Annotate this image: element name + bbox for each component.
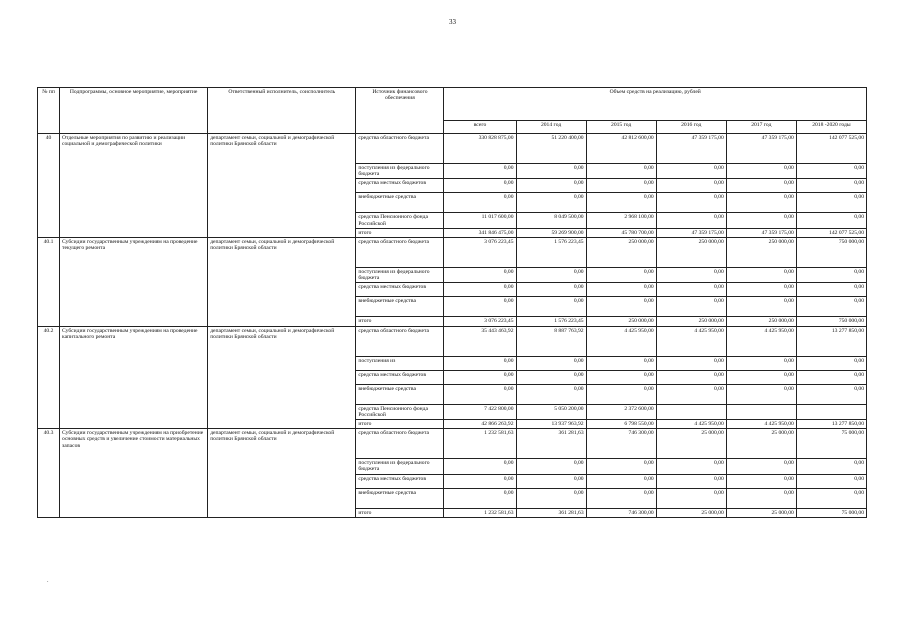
- amount-cell: 0,00: [516, 297, 586, 317]
- amount-cell: 4 425 950,00: [586, 326, 656, 356]
- amount-cell: 75 000,00: [796, 429, 866, 459]
- amount-cell: 25 000,00: [656, 429, 726, 459]
- amount-cell: 25 000,00: [726, 429, 796, 459]
- amount-cell: 0,00: [726, 164, 796, 179]
- amount-cell: [726, 404, 796, 419]
- program-name: Субсидии государственным учреждениям на проведение капитального ремонта: [60, 326, 208, 429]
- amount-cell: 0,00: [444, 356, 516, 370]
- amount-cell: 0,00: [656, 193, 726, 213]
- funding-source: средства областного бюджета: [356, 429, 444, 459]
- executor-name: департамент семьи, социальной и демографической политики Брянской области: [208, 134, 356, 238]
- amount-cell: 0,00: [516, 193, 586, 213]
- amount-cell: 0,00: [516, 268, 586, 283]
- amount-cell: 0,00: [726, 213, 796, 228]
- row-number: 40.3: [38, 429, 60, 518]
- amount-cell: 0,00: [726, 370, 796, 384]
- program-name: Субсидии государственным учреждениям на приобретение основных средств и увеличение стоимости материальных запасов: [60, 429, 208, 518]
- amount-cell: 0,00: [656, 179, 726, 193]
- amount-cell: 13 277 850,00: [796, 420, 866, 429]
- amount-cell: 0,00: [726, 356, 796, 370]
- amount-cell: 45 780 700,00: [586, 228, 656, 237]
- amount-cell: 0,00: [586, 474, 656, 488]
- amount-cell: 1 232 581,63: [444, 508, 516, 517]
- table-row: [38, 326, 867, 356]
- amount-cell: 0,00: [444, 193, 516, 213]
- amount-cell: 0,00: [656, 384, 726, 404]
- table-row: [38, 134, 867, 164]
- amount-cell: 0,00: [656, 213, 726, 228]
- funding-source: средства местных бюджетов: [356, 283, 444, 297]
- executor-name: департамент семьи, социальной и демографической политики Брянской области: [208, 326, 356, 429]
- table-row: [38, 429, 867, 459]
- amount-cell: 361 281,63: [516, 429, 586, 459]
- funding-source: средства Пенсионного фонда Российской: [356, 213, 444, 228]
- amount-cell: 0,00: [796, 193, 866, 213]
- header-volume: Объем средств на реализацию, рублей: [444, 88, 867, 121]
- amount-cell: 4 425 950,00: [726, 326, 796, 356]
- amount-cell: 0,00: [656, 356, 726, 370]
- amount-cell: 746 300,00: [586, 429, 656, 459]
- table-row: [38, 238, 867, 268]
- amount-cell: 0,00: [796, 268, 866, 283]
- funding-source: средства областного бюджета: [356, 326, 444, 356]
- amount-cell: 0,00: [444, 179, 516, 193]
- amount-cell: 0,00: [516, 384, 586, 404]
- amount-cell: 0,00: [796, 164, 866, 179]
- amount-cell: 0,00: [656, 488, 726, 508]
- amount-cell: 0,00: [586, 384, 656, 404]
- amount-cell: 0,00: [444, 459, 516, 474]
- row-number: 40.1: [38, 238, 60, 327]
- page-number: 33: [449, 18, 456, 26]
- amount-cell: 0,00: [444, 164, 516, 179]
- amount-cell: 4 425 950,00: [656, 326, 726, 356]
- amount-cell: 142 077 525,00: [796, 228, 866, 237]
- amount-cell: 0,00: [796, 213, 866, 228]
- amount-cell: 75 000,00: [796, 508, 866, 517]
- funding-source: итого: [356, 317, 444, 326]
- amount-cell: 0,00: [796, 356, 866, 370]
- amount-cell: 0,00: [586, 370, 656, 384]
- amount-cell: 47 359 175,00: [726, 134, 796, 164]
- amount-cell: 4 425 950,00: [726, 420, 796, 429]
- amount-cell: 0,00: [796, 370, 866, 384]
- amount-cell: 0,00: [516, 474, 586, 488]
- amount-cell: 0,00: [586, 179, 656, 193]
- amount-cell: 0,00: [586, 193, 656, 213]
- amount-cell: [796, 404, 866, 419]
- amount-cell: 0,00: [796, 474, 866, 488]
- amount-cell: 11 017 600,00: [444, 213, 516, 228]
- executor-name: департамент семьи, социальной и демографической политики Брянской области: [208, 238, 356, 327]
- amount-cell: 0,00: [516, 459, 586, 474]
- row-number: 40: [38, 134, 60, 238]
- funding-source: поступления из федерального бюджета: [356, 459, 444, 474]
- budget-table: [37, 87, 867, 518]
- header-executor: Ответственный исполнитель, соисполнитель: [208, 88, 356, 134]
- amount-cell: 25 000,00: [656, 508, 726, 517]
- funding-source: итого: [356, 508, 444, 517]
- header-program: Подпрограммы, основное мероприятие, мероприятие: [60, 88, 208, 134]
- amount-cell: 0,00: [796, 459, 866, 474]
- amount-cell: 0,00: [656, 474, 726, 488]
- amount-cell: 51 220 400,00: [516, 134, 586, 164]
- amount-cell: 250 000,00: [656, 317, 726, 326]
- amount-cell: 0,00: [586, 488, 656, 508]
- amount-cell: 0,00: [726, 179, 796, 193]
- amount-cell: 0,00: [656, 268, 726, 283]
- amount-cell: 0,00: [726, 474, 796, 488]
- header-year: всего: [444, 121, 516, 134]
- amount-cell: 0,00: [726, 459, 796, 474]
- amount-cell: 0,00: [656, 283, 726, 297]
- funding-source: итого: [356, 228, 444, 237]
- funding-source: средства местных бюджетов: [356, 370, 444, 384]
- funding-source: средства местных бюджетов: [356, 474, 444, 488]
- amount-cell: 0,00: [726, 297, 796, 317]
- amount-cell: 47 359 175,00: [656, 134, 726, 164]
- footer-mark: .: [47, 578, 49, 584]
- amount-cell: 25 000,00: [726, 508, 796, 517]
- amount-cell: 8 049 500,00: [516, 213, 586, 228]
- amount-cell: 0,00: [796, 297, 866, 317]
- amount-cell: 0,00: [586, 164, 656, 179]
- header-year: 2017 год: [726, 121, 796, 134]
- program-name: Отдельные мероприятия по развитию и реализации социальной и демографической политики: [60, 134, 208, 238]
- amount-cell: 42 812 600,00: [586, 134, 656, 164]
- amount-cell: 142 077 525,00: [796, 134, 866, 164]
- amount-cell: 0,00: [726, 283, 796, 297]
- funding-source: поступления из федерального бюджета: [356, 164, 444, 179]
- amount-cell: 0,00: [444, 384, 516, 404]
- amount-cell: 250 000,00: [656, 238, 726, 268]
- funding-source: средства областного бюджета: [356, 134, 444, 164]
- amount-cell: 0,00: [586, 297, 656, 317]
- funding-source: средства областного бюджета: [356, 238, 444, 268]
- funding-source: внебюджетные средства: [356, 297, 444, 317]
- amount-cell: [656, 404, 726, 419]
- amount-cell: 0,00: [656, 164, 726, 179]
- amount-cell: 35 443 463,92: [444, 326, 516, 356]
- amount-cell: 250 000,00: [726, 317, 796, 326]
- amount-cell: 0,00: [656, 370, 726, 384]
- amount-cell: 746 300,00: [586, 508, 656, 517]
- amount-cell: 1 232 581,63: [444, 429, 516, 459]
- funding-source: поступления из федерального бюджета: [356, 268, 444, 283]
- amount-cell: 0,00: [444, 488, 516, 508]
- funding-source: средства местных бюджетов: [356, 179, 444, 193]
- amount-cell: 0,00: [444, 474, 516, 488]
- amount-cell: 2 372 600,00: [586, 404, 656, 419]
- amount-cell: 0,00: [444, 283, 516, 297]
- row-number: 40.2: [38, 326, 60, 429]
- amount-cell: 0,00: [726, 268, 796, 283]
- amount-cell: 1 576 223,45: [516, 238, 586, 268]
- amount-cell: 250 000,00: [586, 317, 656, 326]
- funding-source: внебюджетные средства: [356, 193, 444, 213]
- amount-cell: 13 937 963,92: [516, 420, 586, 429]
- amount-cell: 59 269 900,00: [516, 228, 586, 237]
- amount-cell: 0,00: [586, 459, 656, 474]
- amount-cell: 2 968 100,00: [586, 213, 656, 228]
- amount-cell: 0,00: [516, 370, 586, 384]
- header-source: Источник финансового обеспечения: [356, 88, 444, 134]
- amount-cell: 341 846 475,00: [444, 228, 516, 237]
- amount-cell: 8 887 763,92: [516, 326, 586, 356]
- amount-cell: 0,00: [796, 384, 866, 404]
- amount-cell: 0,00: [516, 356, 586, 370]
- amount-cell: 250 000,00: [726, 238, 796, 268]
- amount-cell: 750 000,00: [796, 317, 866, 326]
- amount-cell: 0,00: [516, 179, 586, 193]
- funding-source: средства Пенсионного фонда Российской: [356, 404, 444, 419]
- amount-cell: 3 076 223,45: [444, 238, 516, 268]
- amount-cell: 0,00: [516, 283, 586, 297]
- amount-cell: 0,00: [796, 488, 866, 508]
- amount-cell: 0,00: [516, 488, 586, 508]
- amount-cell: 750 000,00: [796, 238, 866, 268]
- funding-source: внебюджетные средства: [356, 488, 444, 508]
- amount-cell: 3 076 223,45: [444, 317, 516, 326]
- amount-cell: 0,00: [586, 356, 656, 370]
- amount-cell: 47 359 175,00: [656, 228, 726, 237]
- header-year: 2018 -2020 годы: [796, 121, 866, 134]
- amount-cell: 42 866 263,92: [444, 420, 516, 429]
- amount-cell: 0,00: [656, 459, 726, 474]
- executor-name: департамент семьи, социальной и демографической политики Брянской области: [208, 429, 356, 518]
- amount-cell: 0,00: [726, 384, 796, 404]
- header-number: № пп: [38, 88, 60, 134]
- amount-cell: 250 000,00: [586, 238, 656, 268]
- amount-cell: 5 050 200,00: [516, 404, 586, 419]
- amount-cell: 0,00: [796, 283, 866, 297]
- header-year: 2015 год: [586, 121, 656, 134]
- amount-cell: 1 576 223,45: [516, 317, 586, 326]
- amount-cell: 0,00: [444, 297, 516, 317]
- amount-cell: 361 281,63: [516, 508, 586, 517]
- amount-cell: 0,00: [444, 268, 516, 283]
- amount-cell: 4 425 950,00: [656, 420, 726, 429]
- amount-cell: 47 359 175,00: [726, 228, 796, 237]
- amount-cell: 330 828 875,00: [444, 134, 516, 164]
- amount-cell: 13 277 850,00: [796, 326, 866, 356]
- amount-cell: 0,00: [656, 297, 726, 317]
- header-year: 2016 год: [656, 121, 726, 134]
- amount-cell: 0,00: [586, 268, 656, 283]
- funding-source: поступления из: [356, 356, 444, 370]
- funding-source: внебюджетные средства: [356, 384, 444, 404]
- amount-cell: 0,00: [586, 283, 656, 297]
- amount-cell: 0,00: [726, 193, 796, 213]
- amount-cell: 0,00: [516, 164, 586, 179]
- header-year: 2014 год: [516, 121, 586, 134]
- program-name: Субсидии государственным учреждениям на проведение текущего ремонта: [60, 238, 208, 327]
- amount-cell: 6 798 550,00: [586, 420, 656, 429]
- amount-cell: 0,00: [796, 179, 866, 193]
- amount-cell: 0,00: [444, 370, 516, 384]
- funding-source: итого: [356, 420, 444, 429]
- amount-cell: 7 422 800,00: [444, 404, 516, 419]
- amount-cell: 0,00: [726, 488, 796, 508]
